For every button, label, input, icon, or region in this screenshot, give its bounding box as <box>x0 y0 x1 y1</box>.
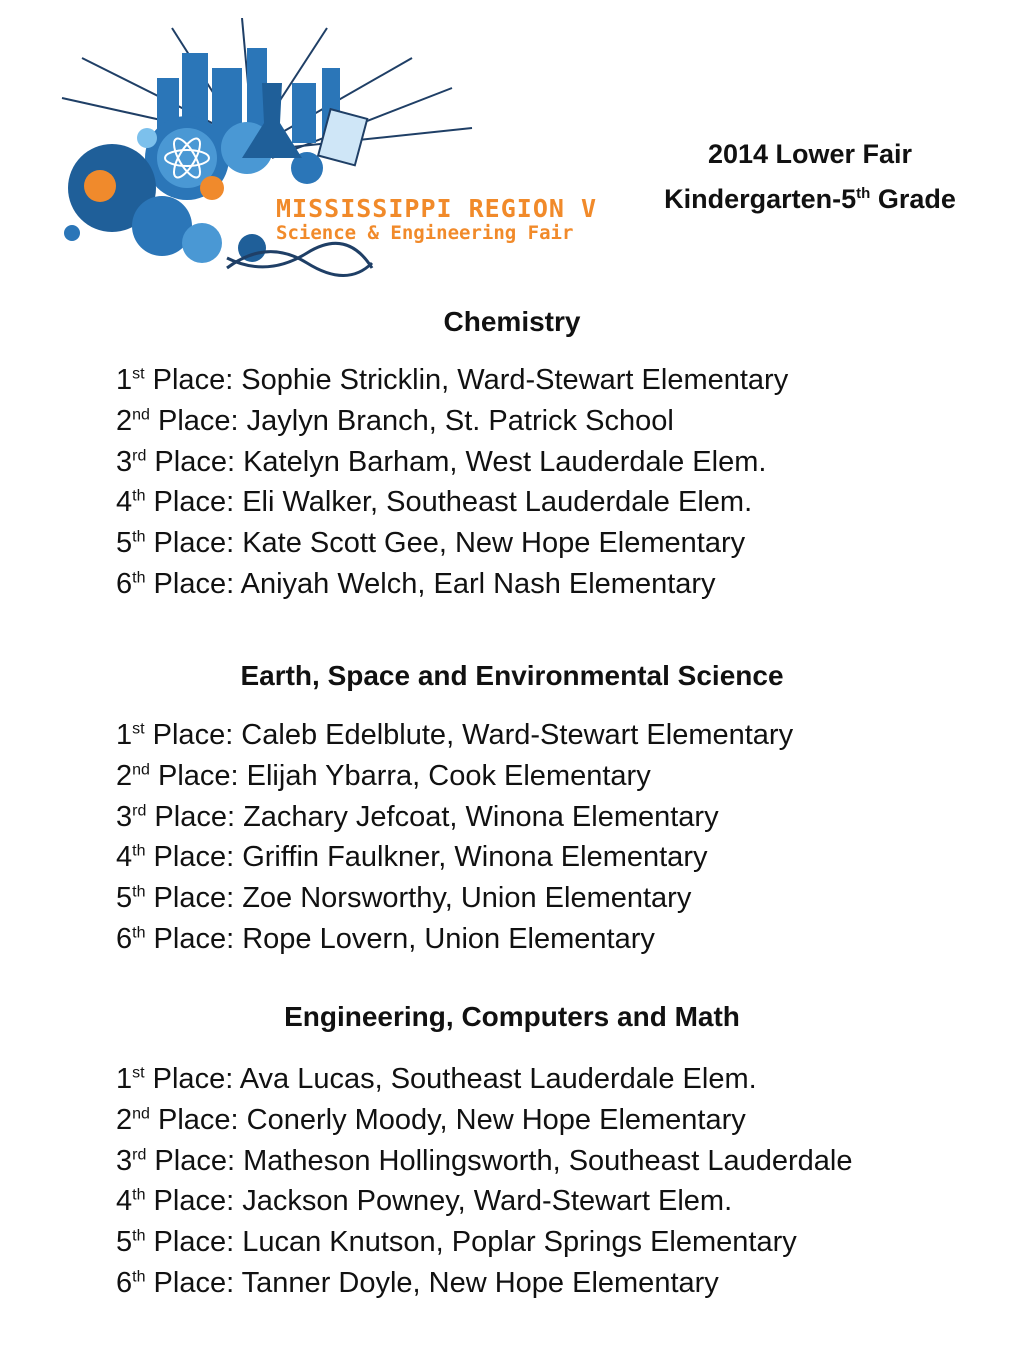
list-item: 1st Place: Sophie Stricklin, Ward-Stewart Elementary <box>116 364 789 396</box>
list-item: 4th Place: Jackson Powney, Ward-Stewart Elem. <box>116 1185 733 1218</box>
logo-title: MISSISSIPPI REGION V <box>276 194 598 223</box>
title-grade-sup: th <box>856 185 871 202</box>
list-item: 2nd Place: Conerly Moody, New Hope Elementary <box>116 1103 746 1136</box>
list-item: 1st Place: Caleb Edelblute, Ward-Stewart Elementary <box>116 719 794 751</box>
logo-text <box>276 196 597 244</box>
list-item: 4th Place: Griffin Faulkner, Winona Elementary <box>116 841 708 874</box>
title-line-2 <box>630 174 990 219</box>
list-item: 1st Place: Ava Lucas, Southeast Lauderdale Elem. <box>116 1063 757 1095</box>
page-title <box>630 134 990 219</box>
title-grade-prefix: Kindergarten-5 <box>664 184 857 214</box>
section-title-chemistry: Chemistry <box>443 306 581 337</box>
logo-subtitle: Science & Engineering Fair <box>276 222 574 244</box>
section-title-engineering: Engineering, Computers and Math <box>284 1001 740 1032</box>
list-item: 5th Place: Lucan Knutson, Poplar Springs Elementary <box>116 1226 797 1259</box>
earth-space-winners-list <box>116 715 793 960</box>
title-line-1: 2014 Lower Fair <box>707 139 913 169</box>
list-item: 2nd Place: Elijah Ybarra, Cook Elementary <box>116 759 651 792</box>
list-item: 6th Place: Rope Lovern, Union Elementary <box>116 922 655 955</box>
list-item: 2nd Place: Jaylyn Branch, St. Patrick School <box>116 404 674 437</box>
list-item: 4th Place: Eli Walker, Southeast Lauderdale Elem. <box>116 486 753 519</box>
title-grade-suffix: Grade <box>870 184 956 214</box>
engineering-winners-list <box>116 1059 852 1304</box>
list-item: 6th Place: Tanner Doyle, New Hope Elementary <box>116 1266 719 1299</box>
list-item: 3rd Place: Katelyn Barham, West Lauderdale Elem. <box>116 445 767 478</box>
section-title-earth-space: Earth, Space and Environmental Science <box>240 660 784 691</box>
list-item: 5th Place: Zoe Norsworthy, Union Elementary <box>116 882 692 915</box>
fair-logo <box>52 18 612 278</box>
chemistry-winners-list <box>116 360 788 605</box>
list-item: 3rd Place: Zachary Jefcoat, Winona Elementary <box>116 800 719 833</box>
list-item: 6th Place: Aniyah Welch, Earl Nash Elementary <box>116 567 716 600</box>
list-item: 5th Place: Kate Scott Gee, New Hope Elementary <box>116 527 746 560</box>
list-item: 3rd Place: Matheson Hollingsworth, Southeast Lauderdale <box>116 1144 853 1177</box>
